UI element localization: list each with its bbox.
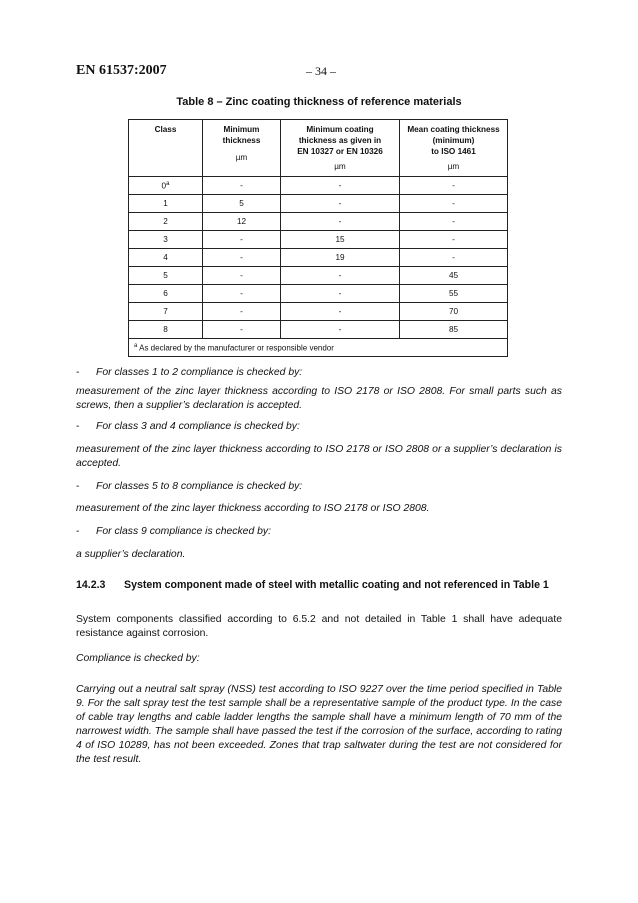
cell-minimum-thickness: - (203, 267, 281, 285)
compliance-item-2: For class 3 and 4 compliance is checked by: (96, 421, 300, 432)
cell-minimum-coating: - (281, 213, 400, 231)
compliance-item-3: For classes 5 to 8 compliance is checked by: (96, 481, 303, 492)
cell-minimum-thickness: - (203, 249, 281, 267)
cell-minimum-coating: - (281, 285, 400, 303)
cell-minimum-coating: - (281, 195, 400, 213)
table-footnote: $^a$ As declared by the manufacturer or responsible vendor (129, 339, 508, 357)
cell-minimum-coating: - (281, 267, 400, 285)
cell-class: 8 (129, 321, 203, 339)
cell-class: 0$^a$ (129, 177, 203, 195)
cell-minimum-coating: 19 (281, 249, 400, 267)
cell-class: 5 (129, 267, 203, 285)
list-dash: - (76, 421, 80, 432)
cell-minimum-thickness: - (203, 231, 281, 249)
cell-minimum-thickness: - (203, 321, 281, 339)
table-title: Table 8 – Zinc coating thickness of reference materials (176, 96, 462, 108)
table-row (129, 231, 508, 249)
document-id: EN 61537:2007 (76, 63, 167, 78)
table-row (129, 213, 508, 231)
cell-mean-coating: - (400, 213, 508, 231)
header-minimum-thickness: Minimum thickness µm (203, 120, 281, 177)
cell-class: 1 (129, 195, 203, 213)
cell-mean-coating: 85 (400, 321, 508, 339)
list-dash: - (76, 367, 80, 378)
header-class: Class (129, 120, 203, 177)
cell-mean-coating: 70 (400, 303, 508, 321)
cell-minimum-thickness: 5 (203, 195, 281, 213)
cell-mean-coating: - (400, 195, 508, 213)
table-row (129, 285, 508, 303)
compliance-paragraph-4: a supplier’s declaration. (76, 549, 186, 560)
list-dash: - (76, 526, 80, 537)
cell-class: 7 (129, 303, 203, 321)
compliance-paragraph-2: measurement of the zinc layer thickness according to ISO 2178 or ISO 2808 or a supplier’s declaration is accepted. (76, 444, 562, 469)
header-minimum-coating: Minimum coating thickness as given in EN 10327 or EN 10326 µm (281, 120, 400, 177)
cell-minimum-coating: - (281, 177, 400, 195)
compliance-paragraph-3: measurement of the zinc layer thickness according to ISO 2178 or ISO 2808. (76, 503, 430, 514)
table-footnote-row (129, 339, 508, 357)
cell-class: 2 (129, 213, 203, 231)
compliance-paragraph-1: measurement of the zinc layer thickness according to ISO 2178 or ISO 2808. For small parts such as screws, then a supplier’s declaration is accepted. (76, 386, 562, 411)
footnote-marker: a (166, 180, 170, 187)
zinc-coating-table (128, 119, 508, 357)
table-row (129, 321, 508, 339)
cell-mean-coating: 45 (400, 267, 508, 285)
table-row (129, 177, 508, 195)
cell-minimum-thickness: - (203, 303, 281, 321)
cell-minimum-coating: - (281, 303, 400, 321)
cell-minimum-coating: 15 (281, 231, 400, 249)
compliance-item-1: For classes 1 to 2 compliance is checked by: (96, 367, 303, 378)
list-dash: - (76, 481, 80, 492)
table-row (129, 249, 508, 267)
table-header-row (129, 120, 508, 177)
header-mean-coating: Mean coating thickness (minimum) to ISO 1461 µm (400, 120, 508, 177)
cell-class: 6 (129, 285, 203, 303)
page-number: – 34 – (306, 64, 336, 78)
table-row (129, 303, 508, 321)
cell-minimum-coating: - (281, 321, 400, 339)
cell-minimum-thickness: - (203, 285, 281, 303)
cell-mean-coating: 55 (400, 285, 508, 303)
cell-minimum-thickness: - (203, 177, 281, 195)
cell-class: 4 (129, 249, 203, 267)
compliance-item-4: For class 9 compliance is checked by: (96, 526, 271, 537)
cell-minimum-thickness: 12 (203, 213, 281, 231)
compliance-intro: Compliance is checked by: (76, 653, 200, 664)
section-paragraph: System components classified according to 6.5.2 and not detailed in Table 1 shall have adequate resistance against corrosion. (76, 614, 562, 639)
section-title: System component made of steel with metallic coating and not referenced in Table 1 (124, 579, 549, 591)
cell-mean-coating: - (400, 177, 508, 195)
table-row (129, 267, 508, 285)
table-row (129, 195, 508, 213)
cell-mean-coating: - (400, 249, 508, 267)
salt-spray-paragraph: Carrying out a neutral salt spray (NSS) test according to ISO 9227 over the time period specified in Table 9. For the salt spray test the test sample shall be a representative sample of the product type. In the case of cable tray lengths and cable ladder lengths the sample shall have a minimum length of 70 mm of the narrowest width. The sample shall have passed the test if the corrosion of the surface, according to rating 4 of ISO 10289, has not been exceeded. Zones that trap saltwater during the test are not considered for the test result. (76, 684, 562, 765)
section-number: 14.2.3 (76, 579, 106, 591)
cell-class: 3 (129, 231, 203, 249)
cell-mean-coating: - (400, 231, 508, 249)
